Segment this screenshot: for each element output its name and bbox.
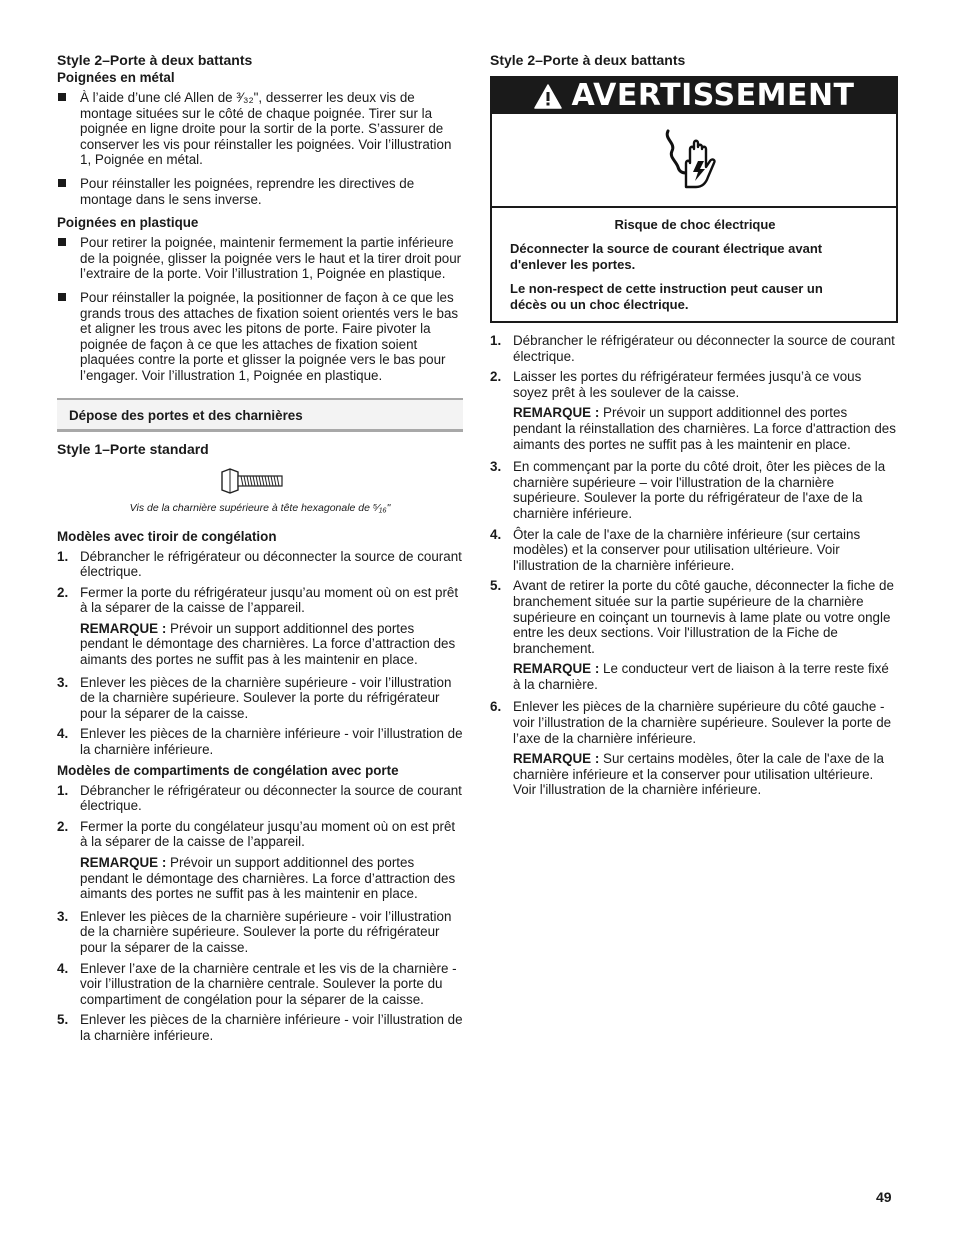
note: REMARQUE : Le conducteur vert de liaison à la terre reste fixé à la charnière.: [513, 661, 889, 692]
step-item: 5. Avant de retirer la porte du côté gauche, déconnecter la fiche de branchement située sur la partie supérieure de la charnière supérieure en coinçant un tournevis à lame plate ou votre ongle entre les deux sections. Voir l'illustration de la Fiche de branchement. REMARQUE : Le conducteur vert de liaison à la terre reste fixé à la charnière.: [490, 578, 898, 692]
right-column: [490, 52, 898, 798]
step-item: 1. Débrancher le réfrigérateur ou déconnecter la source de courant électrique.: [490, 333, 895, 364]
screw-caption: Vis de la charnière supérieure à tête hexagonale de ⁵⁄₁₆": [129, 501, 391, 514]
list-item: Pour retirer la poignée, maintenir fermement la partie inférieure de la poignée, glisser la poignée vers le haut et la tirer droit pour l’extraire de la porte. Voir l’illustration 1, Poignée en plastique.: [57, 235, 463, 282]
note: REMARQUE : Prévoir un support additionnel des portes pendant la réinstallation des charnières. La force d'attraction des aimants des portes ne suffit pas à les maintenir en place.: [513, 405, 896, 452]
step-item: 3. Enlever les pièces de la charnière supérieure - voir l’illustration de la charnière supérieure. Soulever la porte du réfrigérateur pour la séparer de la caisse.: [57, 674, 452, 721]
step-item: 3. Enlever les pièces de la charnière supérieure - voir l’illustration de la charnière supérieure. Soulever la porte du réfrigérateur pour la séparer de la caisse.: [57, 908, 452, 955]
step-item: 4. Ôter la cale de l'axe de la charnière inférieure (sur certains modèles) et la conserver pour utilisation ultérieure. Voir l'illustration de la charnière inférieure.: [490, 526, 861, 573]
warning-body: [492, 208, 896, 321]
freezer-door-steps: [57, 783, 463, 1044]
section-title: Dépose des portes et des charnières: [69, 407, 303, 423]
style1-heading: Style 1–Porte standard: [57, 440, 209, 457]
step-item: 5. Enlever les pièces de la charnière inférieure - voir l’illustration de la charnière inférieure.: [57, 1012, 463, 1043]
step-item: 4. Enlever l’axe de la charnière centrale et les vis de la charnière - voir l’illustration de la charnière centrale. Soulever la porte du compartiment de congélation pour la séparer de la caisse.: [57, 960, 457, 1007]
plastic-handles-heading: Poignées en plastique: [57, 215, 199, 231]
step-item: 4. Enlever les pièces de la charnière inférieure - voir l’illustration de la charnière inférieure.: [57, 726, 463, 758]
warning-triangle-icon: [533, 83, 563, 110]
left-column: [57, 52, 463, 1044]
style2-heading-right: Style 2–Porte à deux battants: [490, 52, 686, 68]
section-bar: [57, 398, 463, 432]
list-item: À l’aide d’une clé Allen de ³⁄₃₂", desserrer les deux vis de montage situées sur le côté de chaque poignée. Tirer sur la poignée en ligne droite pour la sortir de la porte. S’assurer de conserver les vis pour réinstaller les poignées. Voir l’illustration 1, Poignée en métal.: [57, 90, 463, 168]
page-number: 49: [876, 1189, 892, 1205]
freezer-door-heading: Modèles de compartiments de congélation avec porte: [57, 762, 399, 778]
step-item: 2. Laisser les portes du réfrigérateur fermées jusqu’à ce vous soyez prêt à les soulever de la caisse. REMARQUE : Prévoir un support additionnel des portes pendant la réinstallation des charnières. La force d'attraction des aimants des portes ne suffit pas à les maintenir en place.: [490, 369, 898, 452]
step-item: 2. Fermer la porte du congélateur jusqu’au moment où on est prêt à la séparer de la caisse de l’appareil. REMARQUE : Prévoir un support additionnel des portes pendant le démontage des charnières. La force d’attraction des aimants des portes ne suffit pas à les maintenir en place.: [57, 819, 463, 902]
warning-line-2: Le non-respect de cette instruction peut causer un décès ou un choc électrique.: [510, 281, 823, 312]
electric-shock-hand-icon: [662, 127, 726, 193]
note: REMARQUE : Sur certains modèles, ôter la cale de l'axe de la charnière inférieure et la conserver pour utilisation ultérieure. Voir l'illustration de la charnière inférieure.: [513, 751, 884, 798]
style2-heading: Style 2–Porte à deux battants: [57, 52, 253, 68]
plastic-handles-list: [57, 235, 463, 383]
freezer-drawer-heading: Modèles avec tiroir de congélation: [57, 528, 277, 544]
hinge-screw-illustration: [57, 468, 463, 494]
step-item: 1. Débrancher le réfrigérateur ou déconnecter la source de courant électrique.: [57, 548, 462, 580]
warning-icon-area: [492, 114, 896, 208]
warning-title: AVERTISSEMENT: [571, 78, 855, 114]
warning-line-1: Déconnecter la source de courant électrique avant d'enlever les portes.: [510, 241, 823, 272]
step-item: 3. En commençant par la porte du côté droit, ôter les pièces de la charnière supérieure – voir l'illustration de la charnière supérieure. Soulever la porte du réfrigérateur de l'axe de la charnière inférieure.: [490, 459, 886, 521]
step-item: 2. Fermer la porte du réfrigérateur jusqu’au moment où on est prêt à la séparer de la caisse de l’appareil. REMARQUE : Prévoir un support additionnel des portes pendant le démontage des charnières. La force d’attraction des aimants des portes ne suffit pas à les maintenir en place.: [57, 585, 463, 668]
warning-title-bar: [492, 78, 896, 114]
freezer-drawer-steps: [57, 549, 463, 758]
warning-risk: Risque de choc électrique: [614, 217, 776, 232]
note: REMARQUE : Prévoir un support additionnel des portes pendant le démontage des charnières. La force d’attraction des aimants des portes ne suffit pas à les maintenir en place.: [80, 855, 456, 902]
note: REMARQUE : Prévoir un support additionnel des portes pendant le démontage des charnières. La force d’attraction des aimants des portes ne suffit pas à les maintenir en place.: [80, 620, 456, 668]
warning-box: [490, 76, 898, 323]
list-item: Pour réinstaller la poignée, la positionner de façon à ce que les grands trous des attaches de fixation soient orientés vers le bas et aligner les trous avec les pitons de porte. Faire pivoter la poignée de façon à ce que les attaches de fixation soient plaquées contre la porte et glisser la poignée vers le bas pour l’engager. Voir l’illustration 1, Poignée en plastique.: [57, 290, 463, 384]
double-door-steps: [490, 333, 898, 798]
step-item: 6. Enlever les pièces de la charnière supérieure du côté gauche - voir l’illustration de la charnière supérieure. Soulever la porte de l’axe de la charnière inférieure. REMARQUE : Sur certains modèles, ôter la cale de l'axe de la charnière inférieure et la conserver pour utilisation ultérieure. Voir l'illustration de la charnière inférieure.: [490, 699, 898, 798]
metal-handles-list: [57, 90, 463, 207]
metal-handles-heading: Poignées en métal: [57, 70, 175, 85]
step-item: 1. Débrancher le réfrigérateur ou déconnecter la source de courant électrique.: [57, 782, 462, 814]
list-item: Pour réinstaller les poignées, reprendre les directives de montage dans le sens inverse.: [57, 176, 463, 207]
hex-screw-icon: [218, 468, 284, 494]
